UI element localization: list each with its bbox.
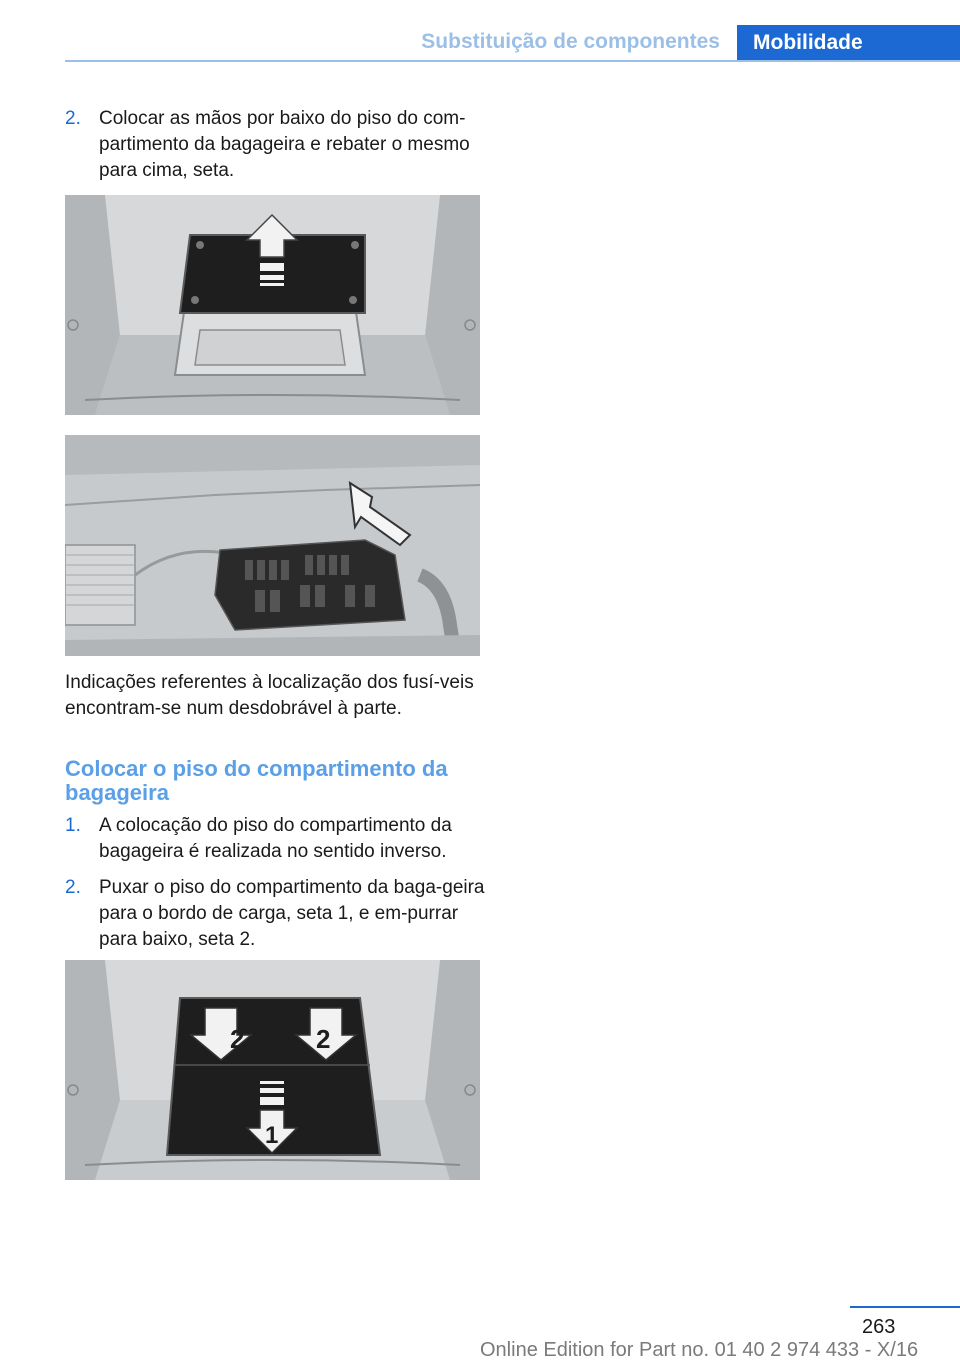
- header-divider: [65, 60, 960, 62]
- section-title: Substituição de componentes: [421, 30, 720, 53]
- fuse-location-note: Indicações referentes à localização dos fusí-veis encontram-se num desdobrável à parte.: [65, 672, 474, 719]
- page-number: 263: [862, 1316, 896, 1338]
- list-item: [65, 106, 485, 184]
- step-text: Colocar as mãos por baixo do piso do com-partimento da bagageira e rebater o mesmo para cima, seta.: [99, 108, 470, 181]
- page-header: [0, 0, 960, 62]
- figure-trunk-floor-lift: [65, 195, 480, 415]
- step-number: 1.: [65, 815, 81, 836]
- step-number: 2.: [65, 877, 81, 898]
- step-text: Puxar o piso do compartimento da baga-geira para o bordo de carga, seta 1, e em-purrar para baixo, seta 2.: [99, 877, 485, 950]
- fuse-box-illustration: [65, 435, 480, 656]
- body-text: [65, 670, 485, 722]
- chapter-tab: [737, 25, 960, 62]
- figure-fuse-box: [65, 435, 480, 656]
- section-heading-block: [65, 757, 485, 805]
- arrow-label-2-right: 2: [316, 1024, 331, 1054]
- list-item: [65, 813, 485, 865]
- footer-divider: [850, 1306, 960, 1308]
- figure-trunk-floor-install: [65, 960, 480, 1180]
- step-number: 2.: [65, 108, 81, 129]
- trunk-floor-lift-illustration: [65, 195, 480, 415]
- step-text: A colocação do piso do compartimento da bagageira é realizada no sentido inverso.: [99, 815, 452, 862]
- chapter-tab-label: Mobilidade: [753, 31, 863, 54]
- steps-top: [65, 106, 485, 184]
- list-item: [65, 875, 485, 953]
- section-heading: Colocar o piso do compartimento da bagageira: [65, 756, 448, 805]
- edition-footer: Online Edition for Part no. 01 40 2 974 433 - X/16: [480, 1339, 919, 1361]
- arrow-label-1: 1: [265, 1122, 279, 1149]
- arrow-label-2-left: 2: [230, 1024, 245, 1054]
- steps-bottom: [65, 813, 485, 953]
- trunk-floor-install-illustration: [65, 960, 480, 1180]
